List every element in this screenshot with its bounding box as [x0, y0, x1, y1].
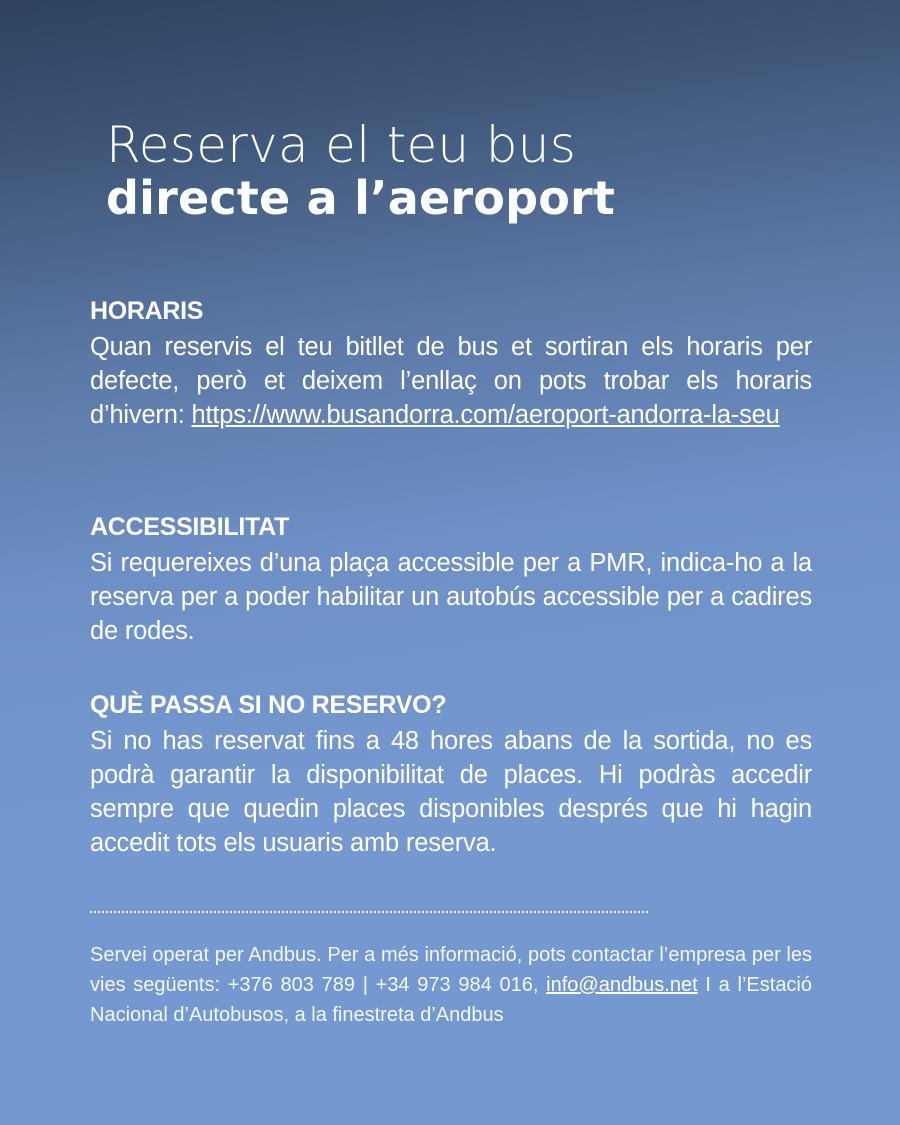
section-que-passa	[90, 690, 812, 860]
title-line-2: directe a l’aeroport	[106, 171, 616, 225]
title-block	[106, 118, 826, 224]
footer-text-after: I a l’Estació Nacional d’Autobusos, a la finestreta d’Andbus	[90, 974, 813, 1026]
footer-info	[90, 940, 812, 1030]
horaris-text: Quan reservis el teu bitllet de bus et sortiran els horaris per defecte, però et deixem l’enllaç on pots trobar els horaris d’hivern:	[90, 333, 812, 429]
section-accessibilitat	[90, 512, 812, 648]
footer-text-before: Servei operat per Andbus. Per a més informació, pots contactar l’empresa per les vies següents: +376 803 789 | +34 973 984 016,	[90, 944, 812, 996]
section-horaris	[90, 296, 812, 432]
section-heading-accessibilitat: ACCESSIBILITAT	[90, 513, 290, 541]
section-heading-horaris: HORARIS	[90, 297, 204, 325]
section-text-accessibilitat: Si requereixes d’una plaça accessible per a PMR, indica-ho a la reserva per a poder habilitar un autobús accessible per a cadires de rodes.	[90, 549, 812, 645]
dotted-divider	[90, 911, 648, 913]
section-text-que-passa: Si no has reservat fins a 48 hores abans de la sortida, no es podrà garantir la disponibilitat de places. Hi podràs accedir sempre que quedin places disponibles després que hi hagin accedit tots els usuaris amb reserva.	[90, 727, 812, 857]
section-text-horaris	[90, 330, 812, 432]
title-line-1: Reserva el teu bus	[106, 116, 577, 174]
footer-email-link[interactable]: info@andbus.net	[546, 974, 698, 996]
winter-schedule-link[interactable]: https://www.busandorra.com/aeroport-andorra-la-seu	[191, 401, 780, 429]
section-heading-que-passa: QUÈ PASSA SI NO RESERVO?	[90, 691, 447, 719]
